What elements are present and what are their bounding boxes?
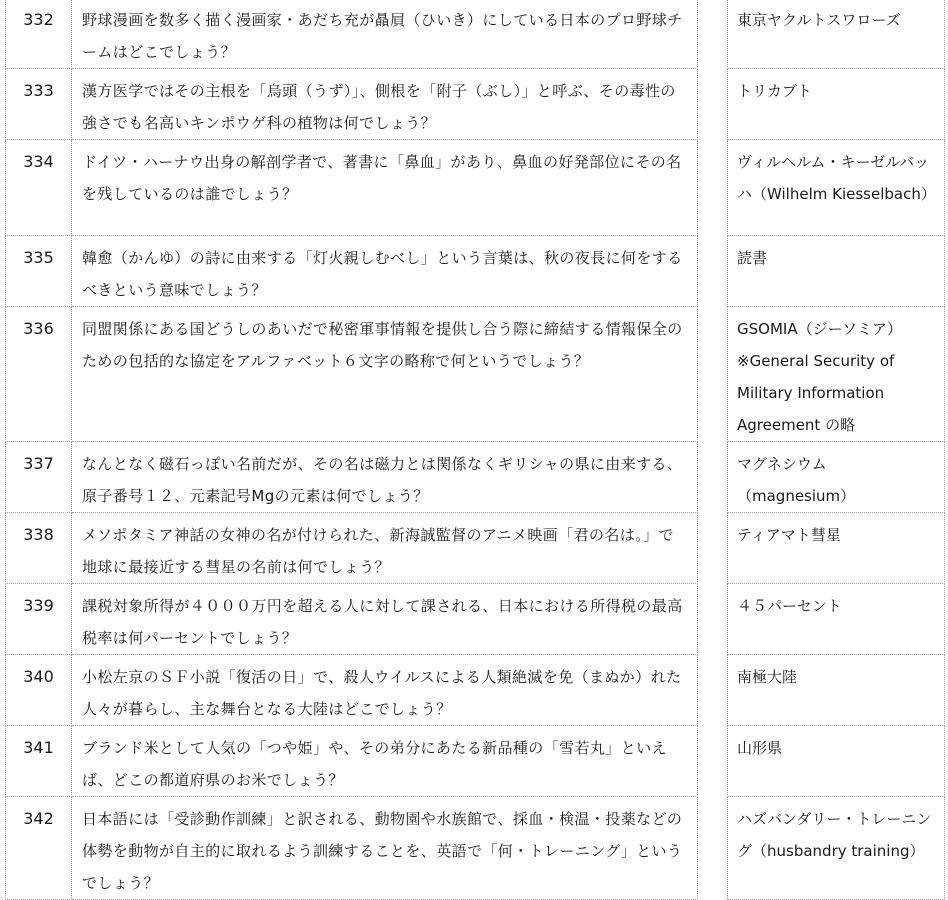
column-gap	[698, 236, 728, 307]
question-text: なんとなく磁石っぽい名前だが、その名は磁力とは関係なくギリシャの県に由来する、原子番号１２、元素記号Mgの元素は何でしょう？	[72, 442, 698, 513]
question-number: 342	[6, 797, 72, 900]
question-text: ドイツ・ハーナウ出身の解剖学者で、著書に「鼻血」があり、鼻血の好発部位にその名を残しているのは誰でしょう？	[72, 140, 698, 236]
column-gap	[698, 513, 728, 584]
question-number: 332	[6, 0, 72, 69]
table-row	[6, 655, 945, 726]
question-number: 341	[6, 726, 72, 797]
table-row	[6, 726, 945, 797]
question-number: 335	[6, 236, 72, 307]
table-row	[6, 236, 945, 307]
column-gap	[698, 69, 728, 140]
answer-text: ハズバンダリー・トレーニング（husbandry training）	[728, 797, 945, 900]
column-gap	[698, 442, 728, 513]
answer-text: 東京ヤクルトスワローズ	[728, 0, 945, 69]
column-gap	[698, 726, 728, 797]
answer-text: ティアマト彗星	[728, 513, 945, 584]
answer-text: ４５パーセント	[728, 584, 945, 655]
question-text: 課税対象所得が４０００万円を超える人に対して課される、日本における所得税の最高税率は何パーセントでしょう？	[72, 584, 698, 655]
answer-text: ヴィルヘルム・キーゼルバッハ（Wilhelm Kiesselbach）	[728, 140, 945, 236]
question-text: ブランド米として人気の「つや姫」や、その弟分にあたる新品種の「雪若丸」といえば、どこの都道府県のお米でしょう？	[72, 726, 698, 797]
table-row	[6, 140, 945, 236]
question-text: メソポタミア神話の女神の名が付けられた、新海誠監督のアニメ映画「君の名は。」で地球に最接近する彗星の名前は何でしょう？	[72, 513, 698, 584]
column-gap	[698, 797, 728, 900]
column-gap	[698, 140, 728, 236]
question-text: 韓愈（かんゆ）の詩に由来する「灯火親しむべし」という言葉は、秋の夜長に何をするべきという意味でしょう？	[72, 236, 698, 307]
question-number: 333	[6, 69, 72, 140]
column-gap	[698, 655, 728, 726]
column-gap	[698, 307, 728, 442]
table-row	[6, 0, 945, 69]
column-gap	[698, 584, 728, 655]
question-number: 337	[6, 442, 72, 513]
quiz-table	[5, 0, 945, 900]
table-row	[6, 797, 945, 900]
table-row	[6, 513, 945, 584]
question-number: 340	[6, 655, 72, 726]
question-text: 日本語には「受診動作訓練」と訳される、動物園や水族館で、採血・検温・投薬などの体勢を動物が自主的に取れるよう訓練することを、英語で「何・トレーニング」というでしょう？	[72, 797, 698, 900]
answer-text: GSOMIA（ジーソミア）※General Security of Military Information Agreement の略	[728, 307, 945, 442]
question-text: 同盟関係にある国どうしのあいだで秘密軍事情報を提供し合う際に締結する情報保全のための包括的な協定をアルファベット６文字の略称で何というでしょう？	[72, 307, 698, 442]
question-text: 野球漫画を数多く描く漫画家・あだち充が贔屓（ひいき）にしている日本のプロ野球チームはどこでしょう？	[72, 0, 698, 69]
table-row	[6, 584, 945, 655]
table-row	[6, 442, 945, 513]
answer-text: 南極大陸	[728, 655, 945, 726]
question-number: 334	[6, 140, 72, 236]
table-row	[6, 69, 945, 140]
question-number: 339	[6, 584, 72, 655]
answer-text: マグネシウム（magnesium）	[728, 442, 945, 513]
question-text: 小松左京のＳＦ小説「復活の日」で、殺人ウイルスによる人類絶滅を免（まぬか）れた人々が暮らし、主な舞台となる大陸はどこでしょう？	[72, 655, 698, 726]
answer-text: トリカブト	[728, 69, 945, 140]
question-number: 336	[6, 307, 72, 442]
question-number: 338	[6, 513, 72, 584]
answer-text: 読書	[728, 236, 945, 307]
question-text: 漢方医学ではその主根を「烏頭（うず）」、側根を「附子（ぶし）」と呼ぶ、その毒性の強さでも名高いキンポウゲ科の植物は何でしょう？	[72, 69, 698, 140]
table-row	[6, 307, 945, 442]
column-gap	[698, 0, 728, 69]
answer-text: 山形県	[728, 726, 945, 797]
